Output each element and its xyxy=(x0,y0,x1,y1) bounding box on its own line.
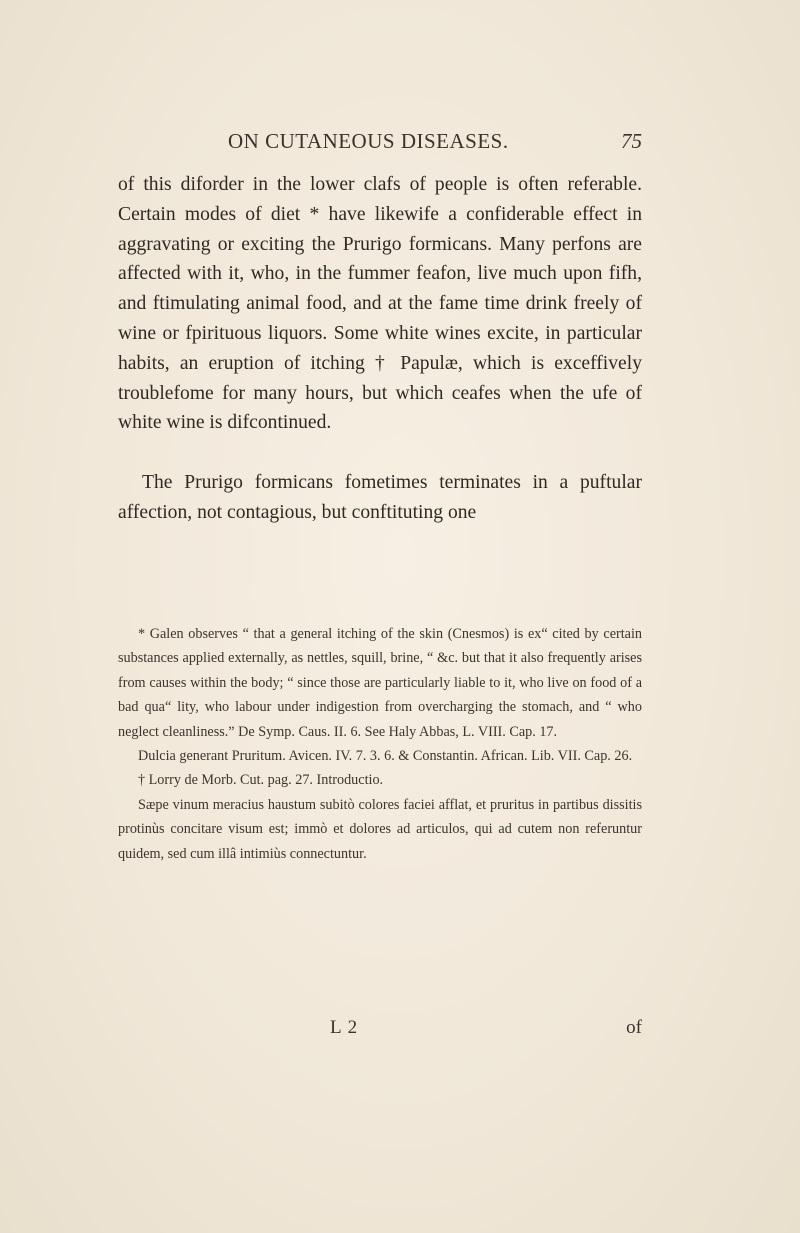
running-head: ON CUTANEOUS DISEASES. xyxy=(228,129,509,153)
footnote-galen: * Galen observes “ that a general itching of the skin (Cnesmos) is ex“ cited by certain substances applied externally, as nettles, squill, brine, “ &c. but that it also frequently arises from causes within the body; “ since those are particularly liable to it, who live on food of a bad qua“ lity, who labour under indigestion from overcharging the stomach, and “ who neglect cleanliness.” De Symp. Caus. II. 6. See Haly Abbas, L. VIII. Cap. 17. xyxy=(118,626,642,740)
footnote-avicenna: Dulcia generant Pruritum. Avicen. IV. 7. 3. 6. & Constantin. African. Lib. VII. Cap. 26. xyxy=(138,748,633,765)
paragraph: of this diforder in the lower clafs of people is often referable. Certain modes of diet * have likewife a confiderable effect in aggravating or exciting the Prurigo formicans. Many perfons are affected with it, who, in the fummer feafon, live much upon fifh, and ftimulating animal food, and at the fame time drink freely of wine or fpirituous liquors. Some white wines excite, in particular habits, an eruption of itching † Papulæ, which is exceffively troublefome for many hours, but which ceafes when the ufe of white wine is difcontinued. xyxy=(118,174,642,434)
page-footer xyxy=(118,1017,642,1047)
page-header xyxy=(118,129,642,159)
catchword: of xyxy=(626,1017,642,1038)
footnotes xyxy=(118,622,642,866)
paragraph: The Prurigo formicans fometimes terminates in a puftular affection, not contagious, but conftituting one xyxy=(118,471,642,523)
footnote-lorry: † Lorry de Morb. Cut. pag. 27. Introductio. xyxy=(138,772,384,789)
footnote-latin-quote: Sæpe vinum meracius haustum subitò colores faciei afflat, et pruritus in partibus dissitis protinùs concitare visum est; immò et dolores ad articulos, qui ad cutem non referuntur quidem, sed cum illâ intimiùs connectuntur. xyxy=(118,796,642,862)
signature-mark: L 2 xyxy=(330,1017,359,1038)
main-text xyxy=(118,170,642,528)
page-number: 75 xyxy=(621,129,642,153)
